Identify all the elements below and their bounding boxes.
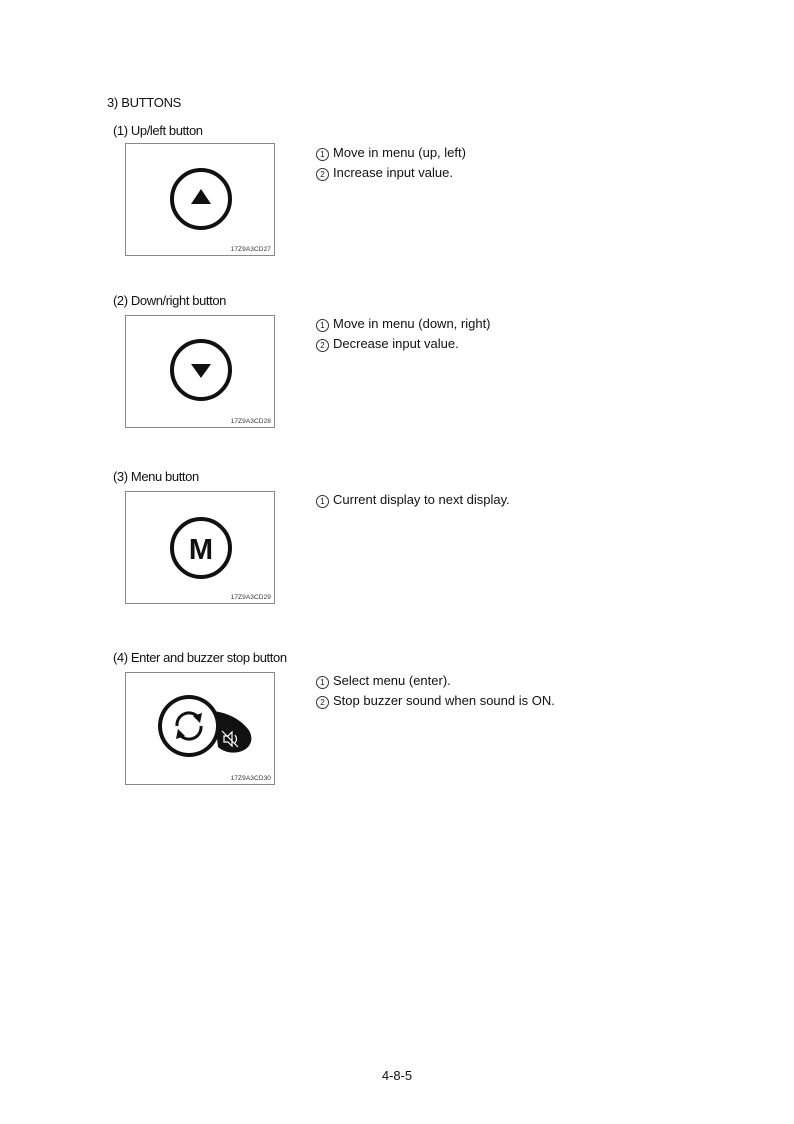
menu-m-icon [126,492,276,605]
circled-number: 1 [316,676,329,689]
description-item: 1 Current display to next display. [316,490,510,510]
description-down-right [316,314,491,354]
button-title-enter-buzzer: (4) Enter and buzzer stop button [113,650,287,665]
circled-number: 2 [316,696,329,709]
up-arrow-icon [126,144,276,257]
figure-code: 17Z9A3CD27 [230,246,271,253]
figure-up-left [125,143,275,256]
button-title-down-right: (2) Down/right button [113,293,226,308]
description-item: 2 Stop buzzer sound when sound is ON. [316,691,555,711]
description-item: 1 Move in menu (down, right) [316,314,491,334]
down-arrow-icon [126,316,276,429]
description-item: 2 Increase input value. [316,163,466,183]
circled-number: 1 [316,148,329,161]
circled-number: 2 [316,168,329,181]
description-enter-buzzer [316,671,555,711]
description-item: 1 Select menu (enter). [316,671,555,691]
circled-number: 2 [316,339,329,352]
figure-down-right [125,315,275,428]
description-item: 2 Decrease input value. [316,334,491,354]
section-title: 3) BUTTONS [107,95,182,110]
page-number: 4-8-5 [381,1068,413,1083]
figure-menu [125,491,275,604]
figure-code: 17Z9A3CD29 [230,594,271,601]
enter-buzzer-stop-icon [126,673,276,786]
circled-number: 1 [316,319,329,332]
description-item: 1 Move in menu (up, left) [316,143,466,163]
figure-enter-buzzer [125,672,275,785]
button-title-menu: (3) Menu button [113,469,199,484]
figure-code: 17Z9A3CD28 [230,418,271,425]
description-up-left [316,143,466,183]
svg-text:M: M [188,534,214,566]
figure-code: 17Z9A3CD30 [230,775,271,782]
description-menu [316,490,510,510]
circled-number: 1 [316,495,329,508]
button-title-up-left: (1) Up/left button [113,123,203,138]
